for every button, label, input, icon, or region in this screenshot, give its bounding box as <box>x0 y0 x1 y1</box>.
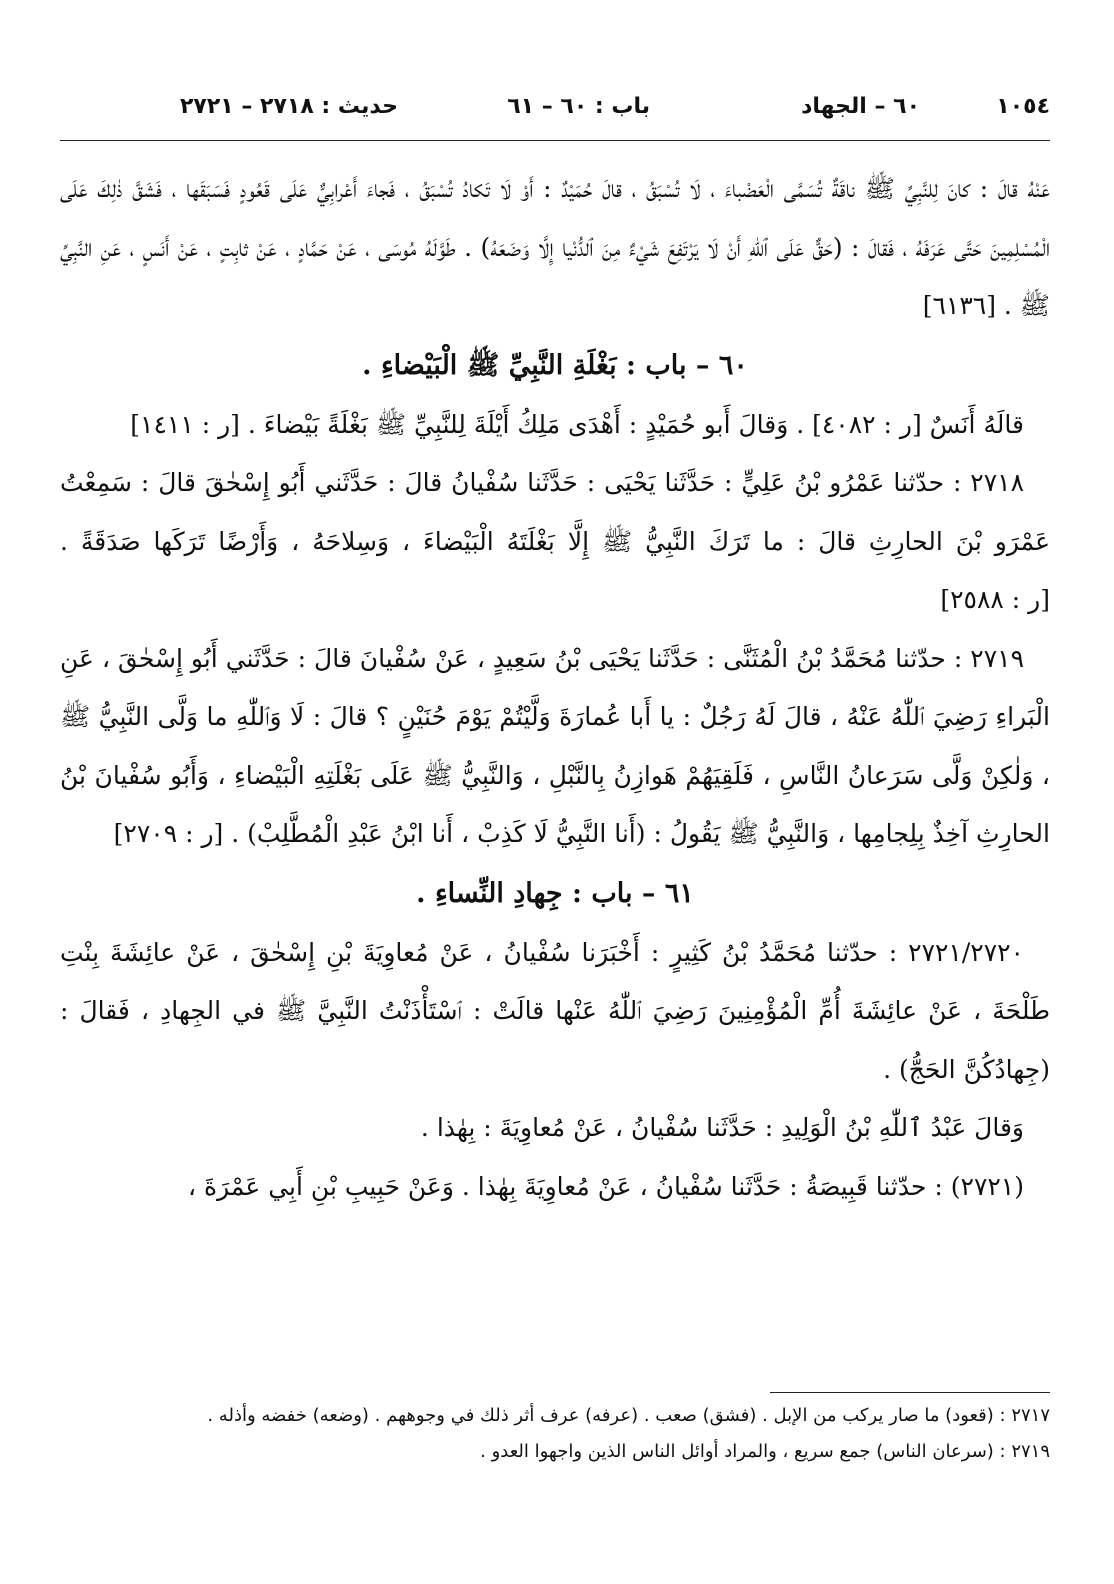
footnotes <box>60 1400 1050 1472</box>
paragraph-1-text: عَنْهُ قالَ : كانَ لِلنَّبِيِّ ﷺ ناقَةٌ تُسَمَّى الْعَضْباءَ ، لَا تُسْبَقُ ، قالَ حُمَيْدٌ : أَوْ لَا تَكادُ تُسْبَقُ ، فَجاءَ أَعْرابِيٌّ عَلَى قَعُودٍ فَسَبَقَها ، فَشَقَّ ذٰلِكَ عَلَى الْمُسْلِمِينَ حَتَّى عَرَفَهُ ، فَقالَ : (حَقٌّ عَلَى ٱللّٰهِ أَنْ لَا يَرْتَفِعَ شَيْءٌ مِنَ ٱلدُّنْيا إِلَّا وَضَعَهُ) . طَوَّلَهُ مُوسَى ، عَنْ حَمَّادٍ ، عَنْ ثابِتٍ ، عَنْ أَنَسٍ ، عَنِ النَّبِيِّ ﷺ . <box>60 174 1051 320</box>
paragraph-1 <box>60 160 1050 336</box>
main-text <box>60 160 1050 1216</box>
chapter-heading-61: ٦١ – باب : جِهادِ النِّساءِ . <box>416 877 694 909</box>
hadith-2719-text: ٢٧١٩ : حدّثنا مُحَمَّدُ بْنُ الْمُثَنَّى : حَدَّثَنا يَحْيَى بْنُ سَعِيدٍ ، عَنْ سُفْيانَ قالَ : حَدَّثَني أَبُو إِسْحٰقَ ، عَنِ الْبَراءِ رَضِيَ ٱللّٰهُ عَنْهُ ، قالَ لَهُ رَجُلٌ : يا أَبا عُمارَةَ وَلَّيْتُمْ يَوْمَ حُنَيْنٍ ؟ قالَ : لَا وَٱللّٰهِ ما وَلَّى النَّبِيُّ ﷺ ، وَلٰكِنْ وَلَّى سَرَعانُ النَّاسِ ، فَلَقِيَهُمْ هَوازِنُ بِالنَّبْلِ ، وَالنَّبِيُّ ﷺ عَلَى بَغْلَتِهِ الْبَيْضاءِ ، وَأَبُو سُفْيانَ بْنُ الحارِثِ آخِذٌ بِلِجامِها ، وَالنَّبِيُّ ﷺ يَقُولُ : (أَنا النَّبِيُّ لَا كَذِبْ ، أَنا ابْنُ عَبْدِ الْمُطَّلِبْ) . <box>60 643 1050 848</box>
book-title: ٦٠ – الجهاد <box>801 94 920 119</box>
hadith-2718-reference: [ر : ٢٥٨٨] <box>940 585 1050 614</box>
hadith-2718 <box>60 454 1050 630</box>
hadith-range: حديث : ٢٧١٨ – ٢٧٢١ <box>180 94 398 119</box>
hadith-2719-reference: [ر : ٢٧٠٩] <box>113 819 224 848</box>
bab-range: باب : ٦٠ – ٦١ <box>507 94 650 119</box>
hadith-2718-text: ٢٧١٨ : حدّثنا عَمْرُو بْنُ عَلِيٍّ : حَدَّثَنا يَحْيَى : حَدَّثَنا سُفْيانُ قالَ : حَدَّثَني أَبُو إِسْحٰقَ قالَ : سَمِعْتُ عَمْرَو بْنَ الحارِثِ قالَ : ما تَرَكَ النَّبِيُّ ﷺ إِلَّا بَغْلَتَهُ الْبَيْضاءَ ، وَسِلاحَهُ ، وَأَرْضًا تَرَكَها صَدَقَةً . <box>60 468 1050 556</box>
narration-note: وَقالَ عَبْدُ ٱللّٰهِ بْنُ الْوَلِيدِ : حَدَّثَنا سُفْيانُ ، عَنْ مُعاوِيَةَ : بِهٰذا . <box>420 1113 1024 1142</box>
paragraph-2 <box>60 396 1050 455</box>
running-header <box>60 88 1050 138</box>
page-number: ١٠٥٤ <box>996 94 1050 119</box>
header-divider <box>60 140 1050 141</box>
hadith-2720-2721: ٢٧٢١/٢٧٢٠ : حدّثنا مُحَمَّدُ بْنُ كَثِيرٍ : أَخْبَرَنا سُفْيانُ ، عَنْ مُعاوِيَةَ بْنِ إِسْحٰقَ ، عَنْ عائِشَةَ بِنْتِ طَلْحَةَ ، عَنْ عائِشَةَ أُمِّ الْمُؤْمِنِينَ رَضِيَ ٱللّٰهُ عَنْها قالَتْ : ٱسْتَأْذَنْتُ النَّبِيَّ ﷺ في الجِهادِ ، فَقالَ : (جِهادُكُنَّ الحَجُّ) . <box>60 937 1050 1084</box>
paragraph-2-text: قالَهُ أَنَسٌ [ر : ٤٠٨٢] . وَقالَ أَبو حُمَيْدٍ : أَهْدَى مَلِكُ أَيْلَةَ لِلنَّبِيِّ ﷺ بَغْلَةً بَيْضاءَ . <box>247 409 1024 439</box>
hadith-2721: (٢٧٢١) : حدّثنا قَبِيصَةُ : حَدَّثَنا سُفْيانُ ، عَنْ مُعاوِيَةَ بِهٰذا . وَعَنْ حَبِيبِ بْنِ أَبِي عَمْرَةَ ، <box>188 1171 1024 1201</box>
footnote-divider <box>770 1392 1050 1393</box>
footnote-2717: ٢٧١٧ : (قعود) ما صار يركب من الإبل . (فشق) صعب . (عرفه) عرف أثر ذلك في وجوههم . (وضعه) خفضه وأذله . <box>207 1405 1050 1426</box>
paragraph-2-reference: [ر : ١٤١١] <box>130 409 240 439</box>
hadith-2719 <box>60 630 1050 864</box>
chapter-heading-60: ٦٠ – باب : بَغْلَةِ النَّبِيِّ ﷺ الْبَيْضاءِ . <box>362 349 748 381</box>
paragraph-1-reference: [٦١٣٦] <box>922 291 996 320</box>
footnote-2719: ٢٧١٩ : (سرعان الناس) جمع سريع ، والمراد أوائل الناس الذين واجهوا العدو . <box>480 1441 1050 1462</box>
